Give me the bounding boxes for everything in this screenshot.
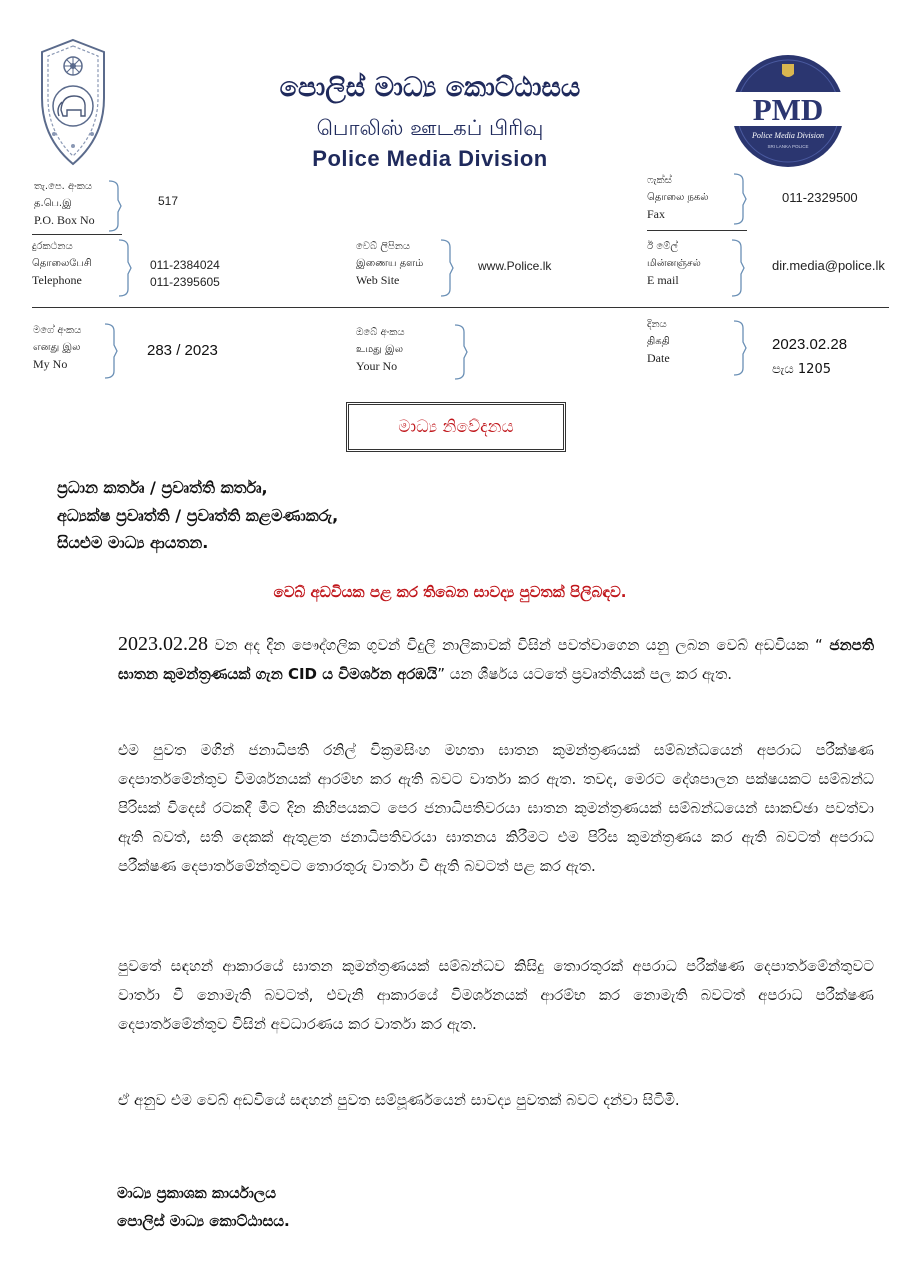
- email-label: ඊ මේල් மின்னஞ்சல் E mail: [647, 241, 701, 287]
- email-brace: [731, 239, 745, 297]
- my-no-brace: [104, 323, 118, 379]
- my-no-label: මගේ අංකය எனது இல My No: [33, 325, 82, 371]
- signature-office: මාධ්‍ය ප්‍රකාශක කාර්යාලය: [117, 1184, 277, 1202]
- po-box-label: තැ.පෙ. අංකය த.பெ.இ P.O. Box No: [34, 181, 95, 227]
- website-brace: [440, 239, 454, 297]
- addressee-line: ප්‍රධාන කර්තෘ / ප්‍රවෘත්ති කර්තෘ,: [57, 478, 268, 497]
- addressee-line: සියළුම මාධ්‍ය ආයතන.: [57, 533, 209, 552]
- org-name-tamil: பொலிஸ் ஊடகப் பிரிவு: [316, 116, 544, 140]
- divider: [32, 234, 122, 235]
- subject-line: වෙබ් අඩවියක පළ කර තිබෙන සාවද්‍ය පුවතක් පිලිබඳව.: [273, 583, 627, 601]
- addressee-line: අධ්‍යක්ෂ ප්‍රවෘත්ති / ප්‍රවෘත්ති කළමණාකරු,: [57, 506, 339, 525]
- body-paragraph-3: පුවතේ සඳහන් ආකාරයේ ඝාතන කුමන්ත්‍රණයක් සම්බන්ධව කිසිදු තොරතුරක් අපරාධ පරීක්ෂණ දෙපාර්තමේන්තුවට වාර්තා වී නොමැති බවටත්, එවැනි ආකාරයේ විමර්ශනයක් ආරම්භ කර නොමැති බවටත් අපරාධ පරීක්ෂණ දෙපාර්තමේන්තුව විසින් අවධාරණය කර වාර්තා කර ඇත.: [118, 957, 874, 1033]
- pmd-logo-subtext2: SRI LANKA POLICE: [767, 144, 809, 149]
- body-paragraph-1: 2023.02.28 වන අද දින පෞද්ගලික ගුවන් විදුලි නාලිකාවක් විසින් පවත්වාගෙන යනු ලබන වෙබ් අඩවියක “ ජනපති ඝාතන කුමන්ත්‍රණයක් ගැන CID ය විමර්ශන අරඹයි” යන ශීර්ෂය යටතේ ප්‍රවෘත්තියක් පල කර ඇත.: [118, 633, 874, 683]
- your-no-label: ඔබේ අංකය உமது இல Your No: [356, 327, 405, 373]
- email-value[interactable]: dir.media@police.lk: [772, 258, 885, 273]
- website-label: වෙබ් ලිපිනය இணைய தளம் Web Site: [356, 241, 424, 287]
- my-no-value: 283 / 2023: [147, 342, 218, 359]
- fax-brace: [733, 173, 747, 225]
- telephone-brace: [118, 239, 132, 297]
- media-release-title: මාධ්‍ය නිවේදනය: [346, 402, 566, 452]
- website-value[interactable]: www.Police.lk: [478, 259, 552, 273]
- signature-division: පොලිස් මාධ්‍ය කොට්ඨාසය.: [117, 1212, 290, 1230]
- body-paragraph-4: ඒ අනුව එම වෙබ් අඩවියේ සඳහන් පුවත සම්පූර්ණයෙන් සාවද්‍ය පුවතක් බවට දන්වා සිටිමි.: [118, 1091, 680, 1109]
- date-label: දිනය திகதி Date: [647, 319, 670, 365]
- date-value: 2023.02.28: [772, 336, 848, 353]
- police-crest-logo: [34, 38, 112, 166]
- pmd-logo-subtext: Police Media Division: [752, 131, 824, 140]
- date-brace: [733, 320, 747, 376]
- po-box-value: 517: [158, 194, 179, 208]
- fax-value: 011-2329500: [782, 190, 858, 205]
- your-no-brace: [454, 324, 468, 380]
- po-box-brace: [108, 180, 122, 232]
- pmd-logo-text: PMD: [752, 92, 824, 127]
- quoted-headline: ජනපති ඝාතන කුමන්ත්‍රණයක් ගැන CID ය විමර්ශන අරඹයි: [118, 636, 874, 683]
- org-name-sinhala: පොලිස් මාධ්‍ය කොට්ඨාසය: [279, 72, 581, 103]
- divider: [32, 307, 889, 308]
- org-name-english: Police Media Division: [312, 146, 548, 171]
- divider: [647, 230, 747, 231]
- release-date: 2023.02.28: [118, 633, 208, 655]
- telephone-values: 011-2384024 011-2395605: [150, 258, 220, 289]
- body-paragraph-2: එම පුවත මගින් ජනාධිපති රනිල් වික්‍රමසිංහ මහතා ඝාතන කුමන්ත්‍රණයක් සම්බන්ධයෙන් අපරාධ පරීක්ෂණ දෙපාර්තමේන්තුව විමර්ශනයක් ආරම්භ කර ඇති බවට වාර්තා කර ඇත. තවද, මෙරට දේශපාලන පක්ෂයකට සම්බන්ධ පිරිසක් විදෙස් රටකදී මීට දින කිහිපයකට පෙර ජනාධිපතිවරයා ඝාතන කුමන්ත්‍රණයක් සම්බන්ධයෙන් සාකච්ඡා පවත්වා ඇති බවත්, සති දෙකක් ඇතුළත ජනාධිපතිවරයා ඝාතනය කිරීමට එම පිරිස කුමන්ත්‍රණය කර ඇති බවටත් අපරාධ පරීක්ෂණ දෙපාර්තමේන්තුවට තොරතුරු වාර්තා වී ඇති බවටත් පළ කර ඇත.: [118, 741, 874, 875]
- telephone-label: දුරකථනය தொலைபேசி Telephone: [32, 241, 92, 287]
- fax-label: ෆැක්ස් தொலை நகல் Fax: [647, 175, 709, 221]
- pmd-logo: [728, 52, 848, 170]
- time-value: පැය 1205: [772, 362, 831, 377]
